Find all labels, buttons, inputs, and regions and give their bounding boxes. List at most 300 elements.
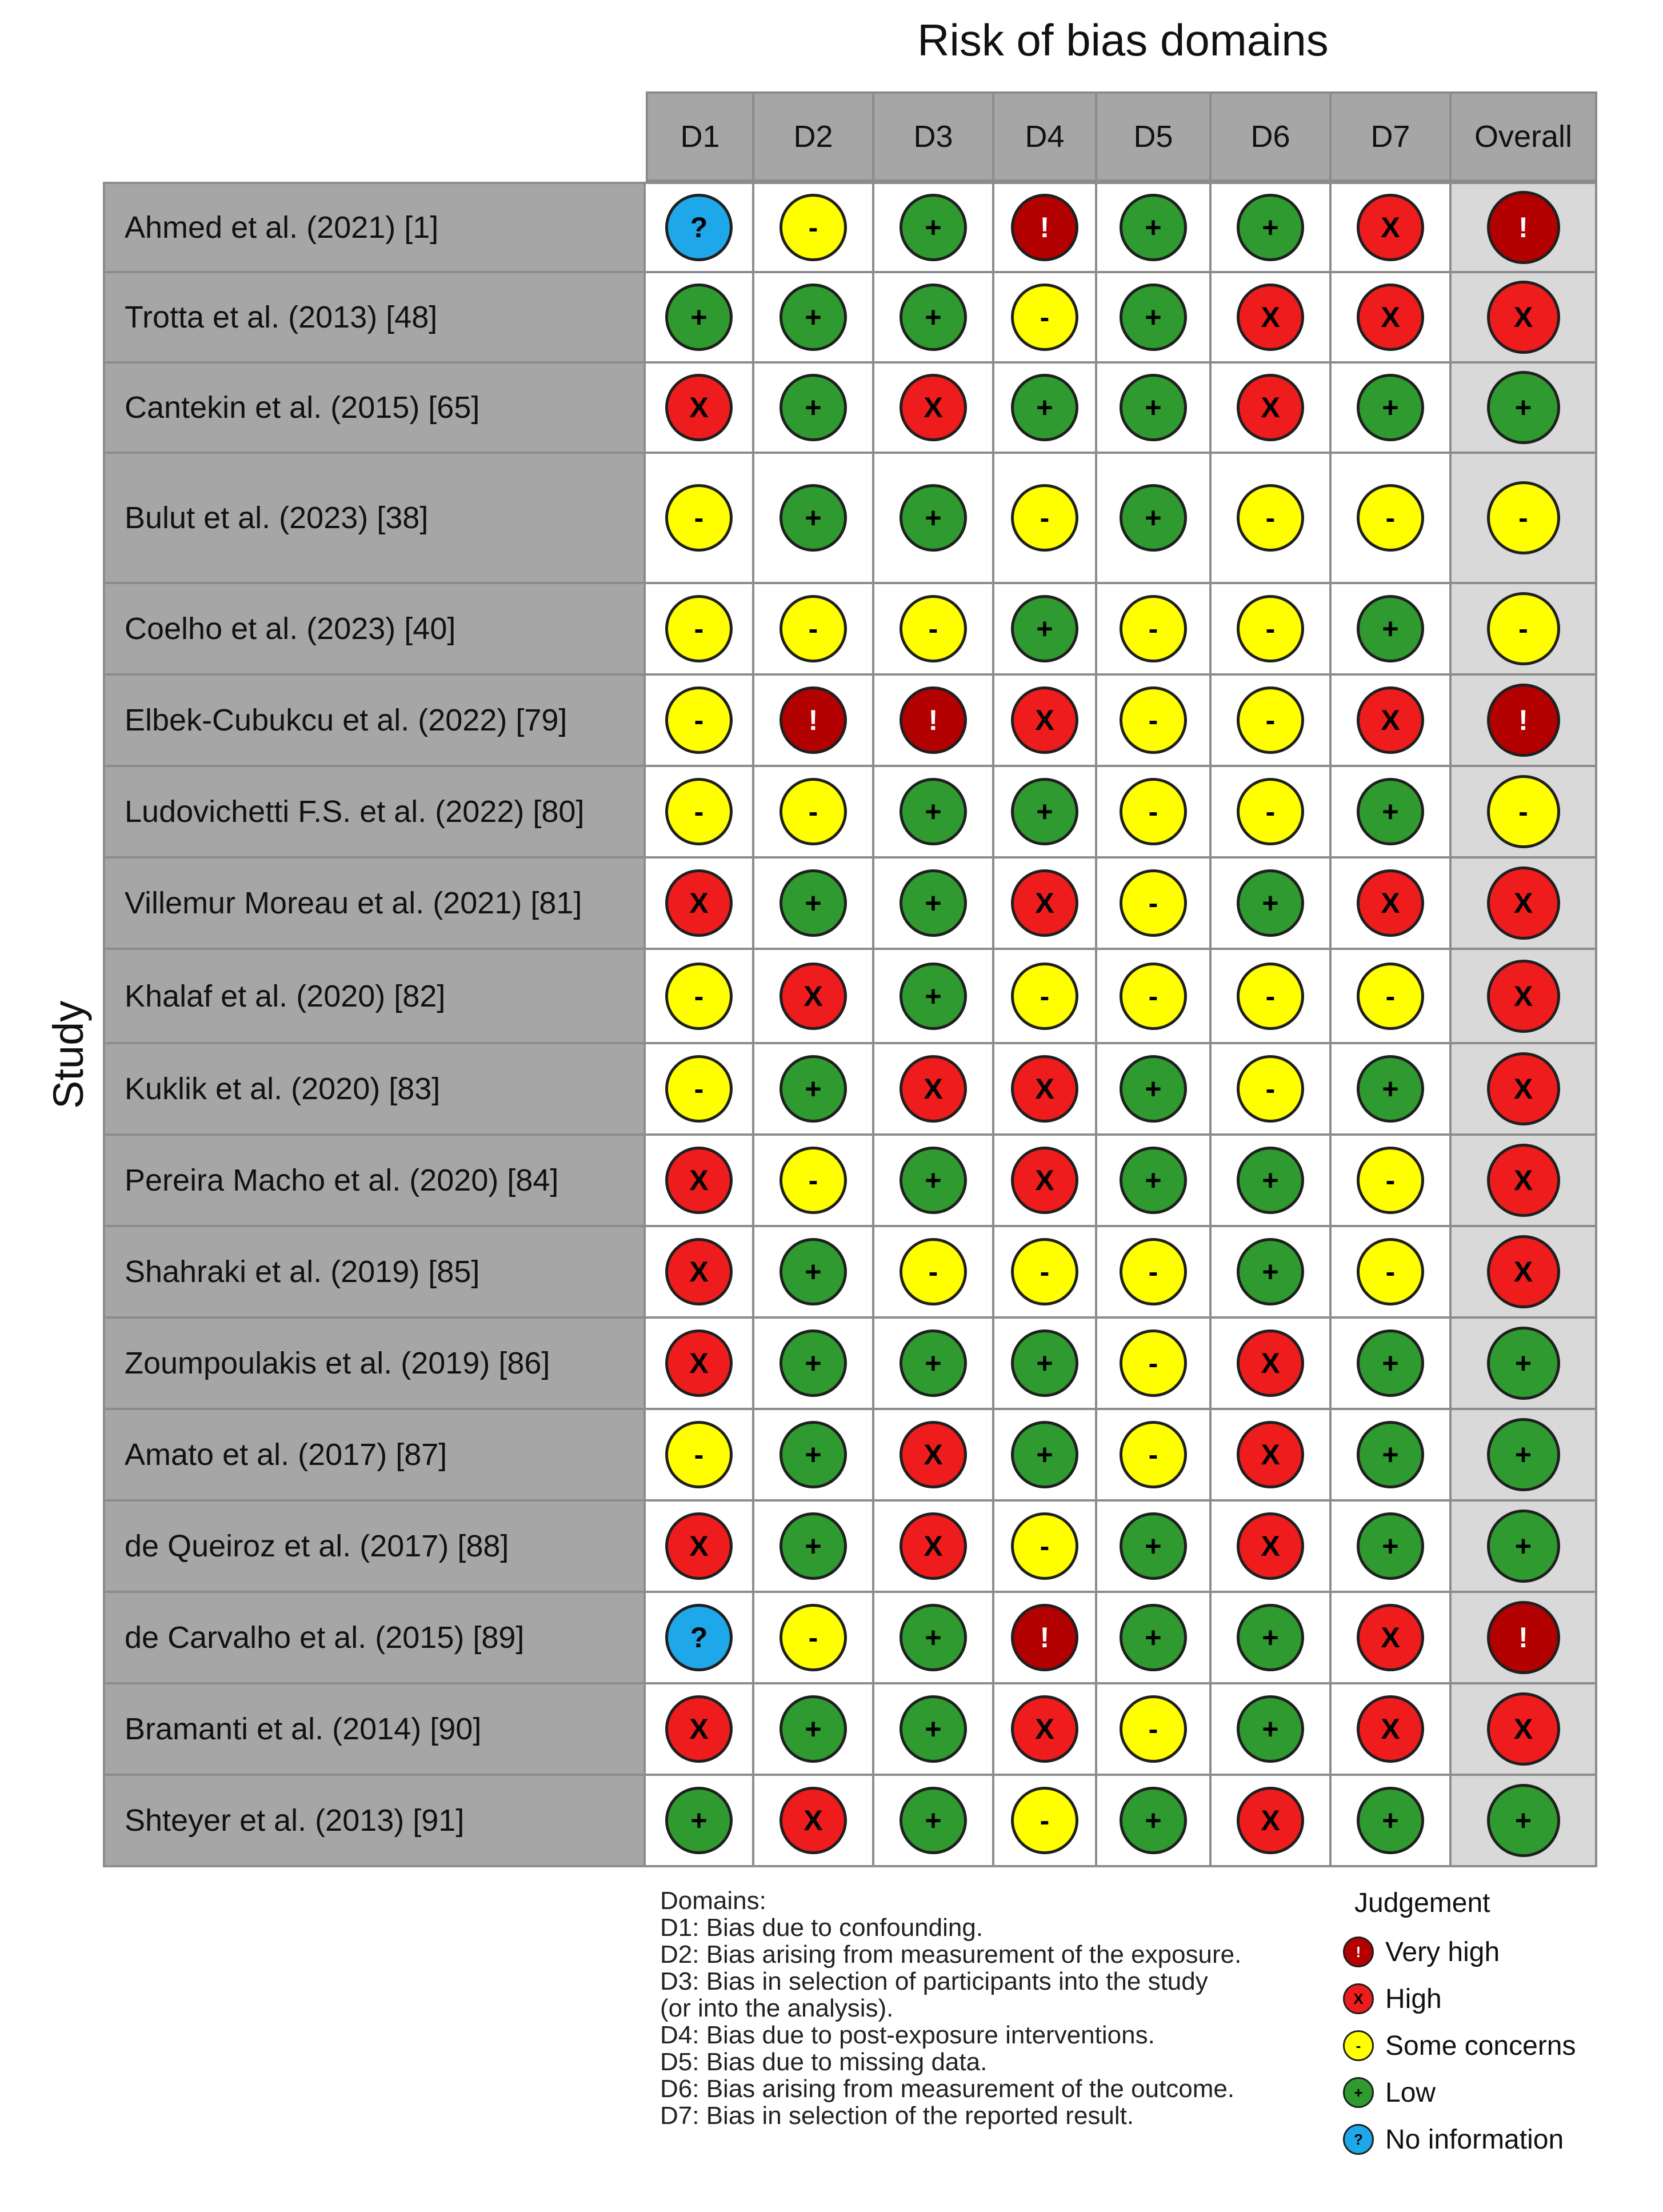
some-judgement-icon: - <box>1120 1238 1187 1305</box>
rating-cell <box>646 1136 754 1227</box>
rating-cell <box>754 950 874 1044</box>
column-header-d2: D2 <box>754 91 874 182</box>
rating-cell <box>1452 1502 1597 1593</box>
study-name: Shahraki et al. (2019) [85] <box>103 1227 646 1319</box>
rating-cell <box>646 1410 754 1502</box>
domain-definition: D2: Bias arising from measurement of the exposure. <box>660 1941 1242 1969</box>
rating-cell <box>994 1684 1097 1776</box>
judgement-legend-item <box>1343 2116 1652 2163</box>
domain-definition: D7: Bias in selection of the reported result. <box>660 2102 1134 2130</box>
rating-cell <box>754 454 874 584</box>
header-blank <box>103 91 646 182</box>
column-header-d7: D7 <box>1332 91 1452 182</box>
low-judgement-icon: + <box>779 1695 847 1763</box>
low-judgement-icon: + <box>1357 1787 1424 1854</box>
rating-cell <box>1097 1776 1212 1867</box>
high-judgement-icon: X <box>779 1787 847 1854</box>
judgement-legend-label: High <box>1385 1983 1442 2014</box>
judgement-legend-title: Judgement <box>1354 1888 1490 1918</box>
rating-cell <box>994 1044 1097 1136</box>
rating-cell <box>1212 767 1332 859</box>
rating-cell <box>994 767 1097 859</box>
rating-cell <box>1097 950 1212 1044</box>
low-judgement-icon: + <box>1120 1147 1187 1214</box>
some-judgement-icon: - <box>1011 1512 1078 1580</box>
rating-cell <box>1332 364 1452 454</box>
y-axis-label: Study <box>45 1000 92 1109</box>
rating-cell <box>646 767 754 859</box>
rating-cell <box>994 1319 1097 1410</box>
rating-cell <box>754 1684 874 1776</box>
rating-cell <box>874 273 994 364</box>
rating-cell <box>1452 454 1597 584</box>
rating-cell <box>994 1410 1097 1502</box>
rating-cell <box>1452 182 1597 273</box>
very-high-judgement-icon: ! <box>1487 191 1560 264</box>
ni-judgement-icon: ? <box>665 194 733 261</box>
rating-cell <box>874 1593 994 1684</box>
rating-cell <box>1097 1684 1212 1776</box>
some-judgement-icon: - <box>665 963 733 1030</box>
rating-cell <box>994 454 1097 584</box>
very-high-judgement-icon: ! <box>1011 1604 1078 1671</box>
study-name: Elbek-Cubukcu et al. (2022) [79] <box>103 676 646 767</box>
high-judgement-icon: X <box>1357 1695 1424 1763</box>
some-judgement-icon: - <box>1237 595 1304 662</box>
low-judgement-icon: + <box>1237 869 1304 937</box>
low-judgement-icon: + <box>1357 374 1424 441</box>
study-name: Ahmed et al. (2021) [1] <box>103 182 646 273</box>
study-name: Trotta et al. (2013) [48] <box>103 273 646 364</box>
rating-cell <box>994 1502 1097 1593</box>
very-high-judgement-icon: ! <box>779 686 847 754</box>
low-judgement-icon: + <box>1237 1695 1304 1763</box>
rating-cell <box>1212 676 1332 767</box>
high-judgement-icon: X <box>1237 1421 1304 1488</box>
rating-cell <box>1452 859 1597 950</box>
rating-cell <box>1452 676 1597 767</box>
domains-legend-title: Domains: <box>660 1887 766 1915</box>
study-name: Coelho et al. (2023) [40] <box>103 584 646 676</box>
low-judgement-icon: + <box>779 284 847 351</box>
high-judgement-icon: X <box>665 1695 733 1763</box>
rating-cell <box>1332 1776 1452 1867</box>
rating-cell <box>754 1227 874 1319</box>
rating-cell <box>1332 454 1452 584</box>
rating-cell <box>1097 1044 1212 1136</box>
rating-cell <box>646 1227 754 1319</box>
study-name: de Queiroz et al. (2017) [88] <box>103 1502 646 1593</box>
rating-cell <box>1212 1136 1332 1227</box>
some-judgement-icon: - <box>1487 481 1560 554</box>
some-judgement-icon: - <box>665 484 733 552</box>
risk-of-bias-table <box>103 91 1597 1867</box>
some-judgement-icon: - <box>1120 963 1187 1030</box>
rating-cell <box>874 1684 994 1776</box>
rating-cell <box>754 273 874 364</box>
high-judgement-icon: X <box>1487 1235 1560 1308</box>
rating-cell <box>646 859 754 950</box>
low-judgement-icon: + <box>779 1055 847 1123</box>
rating-cell <box>754 1502 874 1593</box>
high-judgement-icon: X <box>1011 1055 1078 1123</box>
low-judgement-icon: + <box>1357 1055 1424 1123</box>
rating-cell <box>1452 273 1597 364</box>
rating-cell <box>994 182 1097 273</box>
rating-cell <box>874 182 994 273</box>
low-judgement-icon: + <box>1011 1421 1078 1488</box>
some-judgement-icon: - <box>1237 1055 1304 1123</box>
low-judgement-icon: + <box>1120 374 1187 441</box>
ni-judgement-icon: ? <box>1343 2124 1374 2155</box>
rating-cell <box>1332 676 1452 767</box>
rating-cell <box>646 1319 754 1410</box>
low-judgement-icon: + <box>1487 1327 1560 1400</box>
judgement-legend-item <box>1343 1975 1652 2022</box>
low-judgement-icon: + <box>1487 1418 1560 1491</box>
rating-cell <box>646 584 754 676</box>
judgement-legend-label: No information <box>1385 2124 1564 2155</box>
low-judgement-icon: + <box>779 484 847 552</box>
low-judgement-icon: + <box>665 284 733 351</box>
high-judgement-icon: X <box>1357 284 1424 351</box>
low-judgement-icon: + <box>1357 595 1424 662</box>
rating-cell <box>1097 676 1212 767</box>
low-judgement-icon: + <box>1357 1329 1424 1397</box>
some-judgement-icon: - <box>779 595 847 662</box>
rating-cell <box>1332 1227 1452 1319</box>
some-judgement-icon: - <box>1120 1329 1187 1397</box>
some-judgement-icon: - <box>665 1055 733 1123</box>
high-judgement-icon: X <box>665 1147 733 1214</box>
ni-judgement-icon: ? <box>665 1604 733 1671</box>
rating-cell <box>1452 1684 1597 1776</box>
rating-cell <box>646 273 754 364</box>
low-judgement-icon: + <box>1120 1512 1187 1580</box>
high-judgement-icon: X <box>1011 686 1078 754</box>
rating-cell <box>754 364 874 454</box>
rating-cell <box>1332 767 1452 859</box>
rating-cell <box>994 859 1097 950</box>
judgement-legend-label: Very high <box>1385 1937 1500 1967</box>
low-judgement-icon: + <box>1487 1784 1560 1857</box>
some-judgement-icon: - <box>1120 686 1187 754</box>
study-name: Bulut et al. (2023) [38] <box>103 454 646 584</box>
rating-cell <box>994 950 1097 1044</box>
rating-cell <box>994 584 1097 676</box>
some-judgement-icon: - <box>665 1421 733 1488</box>
rating-cell <box>646 182 754 273</box>
some-judgement-icon: - <box>1357 484 1424 552</box>
rating-cell <box>1452 1410 1597 1502</box>
rating-cell <box>1212 273 1332 364</box>
column-header-d4: D4 <box>994 91 1097 182</box>
rating-cell <box>874 767 994 859</box>
low-judgement-icon: + <box>1120 1055 1187 1123</box>
rating-cell <box>994 1776 1097 1867</box>
study-name: Ludovichetti F.S. et al. (2022) [80] <box>103 767 646 859</box>
some-judgement-icon: - <box>779 1604 847 1671</box>
column-header-d3: D3 <box>874 91 994 182</box>
rating-cell <box>1452 1044 1597 1136</box>
rating-cell <box>1212 584 1332 676</box>
low-judgement-icon: + <box>900 778 967 845</box>
rating-cell <box>754 1136 874 1227</box>
high-judgement-icon: X <box>900 374 967 441</box>
some-judgement-icon: - <box>1487 592 1560 665</box>
some-judgement-icon: - <box>1237 963 1304 1030</box>
rating-cell <box>1097 1410 1212 1502</box>
rating-cell <box>646 454 754 584</box>
rating-cell <box>874 1502 994 1593</box>
rating-cell <box>1097 454 1212 584</box>
high-judgement-icon: X <box>665 374 733 441</box>
rating-cell <box>646 1044 754 1136</box>
high-judgement-icon: X <box>1357 1604 1424 1671</box>
some-judgement-icon: - <box>1343 2030 1374 2061</box>
rating-cell <box>994 364 1097 454</box>
low-judgement-icon: + <box>900 1329 967 1397</box>
high-judgement-icon: X <box>900 1512 967 1580</box>
some-judgement-icon: - <box>1357 1238 1424 1305</box>
low-judgement-icon: + <box>779 1421 847 1488</box>
domains-legend <box>660 1887 1357 2129</box>
very-high-judgement-icon: ! <box>1487 1601 1560 1674</box>
study-name: Kuklik et al. (2020) [83] <box>103 1044 646 1136</box>
study-name: Shteyer et al. (2013) [91] <box>103 1776 646 1867</box>
rating-cell <box>1332 1136 1452 1227</box>
rating-cell <box>1212 950 1332 1044</box>
some-judgement-icon: - <box>1237 484 1304 552</box>
high-judgement-icon: X <box>1237 284 1304 351</box>
rating-cell <box>1332 1684 1452 1776</box>
rating-cell <box>1097 1593 1212 1684</box>
low-judgement-icon: + <box>1237 1147 1304 1214</box>
rating-cell <box>754 767 874 859</box>
rating-cell <box>1332 1319 1452 1410</box>
low-judgement-icon: + <box>900 869 967 937</box>
rating-cell <box>874 584 994 676</box>
rating-cell <box>1212 364 1332 454</box>
rating-cell <box>1212 1776 1332 1867</box>
rating-cell <box>1097 584 1212 676</box>
some-judgement-icon: - <box>1120 869 1187 937</box>
rating-cell <box>1332 182 1452 273</box>
rating-cell <box>1097 767 1212 859</box>
rating-cell <box>1097 1319 1212 1410</box>
low-judgement-icon: + <box>779 1512 847 1580</box>
some-judgement-icon: - <box>900 1238 967 1305</box>
high-judgement-icon: X <box>1237 1329 1304 1397</box>
low-judgement-icon: + <box>1120 194 1187 261</box>
some-judgement-icon: - <box>1011 284 1078 351</box>
some-judgement-icon: - <box>665 778 733 845</box>
rating-cell <box>1452 950 1597 1044</box>
study-name: Zoumpoulakis et al. (2019) [86] <box>103 1319 646 1410</box>
rating-cell <box>754 182 874 273</box>
high-judgement-icon: X <box>779 963 847 1030</box>
high-judgement-icon: X <box>1237 1787 1304 1854</box>
study-name: Amato et al. (2017) [87] <box>103 1410 646 1502</box>
rating-cell <box>994 1227 1097 1319</box>
very-high-judgement-icon: ! <box>1011 194 1078 261</box>
judgement-legend <box>1343 1886 1652 2163</box>
high-judgement-icon: X <box>900 1055 967 1123</box>
rating-cell <box>1332 1502 1452 1593</box>
rating-cell <box>754 859 874 950</box>
judgement-legend-label: Some concerns <box>1385 2030 1576 2061</box>
rating-cell <box>1452 584 1597 676</box>
rating-cell <box>1212 1319 1332 1410</box>
rating-cell <box>1212 1502 1332 1593</box>
column-header-overall: Overall <box>1452 91 1597 182</box>
rating-cell <box>1212 859 1332 950</box>
rating-cell <box>994 676 1097 767</box>
rating-cell <box>874 364 994 454</box>
very-high-judgement-icon: ! <box>1343 1937 1374 1967</box>
low-judgement-icon: + <box>779 1329 847 1397</box>
high-judgement-icon: X <box>1237 374 1304 441</box>
high-judgement-icon: X <box>1487 867 1560 940</box>
rating-cell <box>1212 1044 1332 1136</box>
rating-cell <box>754 1410 874 1502</box>
rating-cell <box>1097 273 1212 364</box>
low-judgement-icon: + <box>779 1238 847 1305</box>
high-judgement-icon: X <box>665 1329 733 1397</box>
some-judgement-icon: - <box>1120 595 1187 662</box>
some-judgement-icon: - <box>1011 963 1078 1030</box>
low-judgement-icon: + <box>779 869 847 937</box>
rating-cell <box>754 1044 874 1136</box>
very-high-judgement-icon: ! <box>1487 684 1560 757</box>
rating-cell <box>874 676 994 767</box>
low-judgement-icon: + <box>1120 284 1187 351</box>
study-name: de Carvalho et al. (2015) [89] <box>103 1593 646 1684</box>
rating-cell <box>1097 1136 1212 1227</box>
rating-cell <box>874 454 994 584</box>
high-judgement-icon: X <box>1357 869 1424 937</box>
rating-cell <box>646 1593 754 1684</box>
rating-cell <box>1212 1227 1332 1319</box>
high-judgement-icon: X <box>1487 281 1560 354</box>
high-judgement-icon: X <box>1011 1147 1078 1214</box>
high-judgement-icon: X <box>1487 1052 1560 1125</box>
some-judgement-icon: - <box>1011 1787 1078 1854</box>
rating-cell <box>646 950 754 1044</box>
high-judgement-icon: X <box>1487 1144 1560 1217</box>
study-name: Bramanti et al. (2014) [90] <box>103 1684 646 1776</box>
judgement-legend-label: Low <box>1385 2077 1436 2108</box>
some-judgement-icon: - <box>665 686 733 754</box>
very-high-judgement-icon: ! <box>900 686 967 754</box>
study-name: Pereira Macho et al. (2020) [84] <box>103 1136 646 1227</box>
high-judgement-icon: X <box>1011 1695 1078 1763</box>
low-judgement-icon: + <box>900 963 967 1030</box>
rating-cell <box>1332 584 1452 676</box>
some-judgement-icon: - <box>779 194 847 261</box>
domain-definition: D3: Bias in selection of participants into the study <box>660 1967 1208 1995</box>
low-judgement-icon: + <box>900 1147 967 1214</box>
rating-cell <box>1332 950 1452 1044</box>
some-judgement-icon: - <box>779 778 847 845</box>
some-judgement-icon: - <box>1237 778 1304 845</box>
rating-cell <box>994 273 1097 364</box>
low-judgement-icon: + <box>1487 371 1560 444</box>
rating-cell <box>1212 1593 1332 1684</box>
low-judgement-icon: + <box>1237 1238 1304 1305</box>
column-header-d6: D6 <box>1212 91 1332 182</box>
low-judgement-icon: + <box>900 484 967 552</box>
rating-cell <box>754 1776 874 1867</box>
low-judgement-icon: + <box>900 1787 967 1854</box>
judgement-legend-item <box>1343 1928 1652 1975</box>
column-header-d5: D5 <box>1097 91 1212 182</box>
judgement-legend-item <box>1343 2069 1652 2116</box>
low-judgement-icon: + <box>900 194 967 261</box>
some-judgement-icon: - <box>1237 686 1304 754</box>
rating-cell <box>874 1410 994 1502</box>
low-judgement-icon: + <box>1011 1329 1078 1397</box>
rating-cell <box>1452 767 1597 859</box>
rating-cell <box>1332 859 1452 950</box>
rating-cell <box>646 364 754 454</box>
high-judgement-icon: X <box>665 1238 733 1305</box>
some-judgement-icon: - <box>665 595 733 662</box>
rating-cell <box>1332 1044 1452 1136</box>
domain-definition: D1: Bias due to confounding. <box>660 1914 984 1942</box>
some-judgement-icon: - <box>900 595 967 662</box>
low-judgement-icon: + <box>1120 484 1187 552</box>
rating-cell <box>754 1593 874 1684</box>
some-judgement-icon: - <box>779 1147 847 1214</box>
some-judgement-icon: - <box>1120 1421 1187 1488</box>
domain-definition: D6: Bias arising from measurement of the outcome. <box>660 2075 1235 2103</box>
high-judgement-icon: X <box>1357 686 1424 754</box>
low-judgement-icon: + <box>1357 1421 1424 1488</box>
rating-cell <box>874 1136 994 1227</box>
high-judgement-icon: X <box>1487 960 1560 1033</box>
high-judgement-icon: X <box>665 869 733 937</box>
rating-cell <box>1452 1319 1597 1410</box>
rating-cell <box>874 1319 994 1410</box>
rating-cell <box>1332 1410 1452 1502</box>
high-judgement-icon: X <box>1237 1512 1304 1580</box>
high-judgement-icon: X <box>665 1512 733 1580</box>
rating-cell <box>1332 1593 1452 1684</box>
rating-cell <box>1452 1136 1597 1227</box>
rating-cell <box>994 1593 1097 1684</box>
low-judgement-icon: + <box>1011 595 1078 662</box>
rating-cell <box>874 1044 994 1136</box>
high-judgement-icon: X <box>1011 869 1078 937</box>
low-judgement-icon: + <box>1120 1787 1187 1854</box>
low-judgement-icon: + <box>900 1695 967 1763</box>
some-judgement-icon: - <box>1120 1695 1187 1763</box>
low-judgement-icon: + <box>1357 778 1424 845</box>
low-judgement-icon: + <box>1237 1604 1304 1671</box>
rating-cell <box>874 950 994 1044</box>
rating-cell <box>1212 1410 1332 1502</box>
column-header-d1: D1 <box>646 91 754 182</box>
rating-cell <box>754 676 874 767</box>
low-judgement-icon: + <box>1343 2077 1374 2108</box>
rating-cell <box>1212 1684 1332 1776</box>
some-judgement-icon: - <box>1357 963 1424 1030</box>
some-judgement-icon: - <box>1357 1147 1424 1214</box>
rating-cell <box>1212 454 1332 584</box>
rating-cell <box>1212 182 1332 273</box>
low-judgement-icon: + <box>1487 1510 1560 1583</box>
